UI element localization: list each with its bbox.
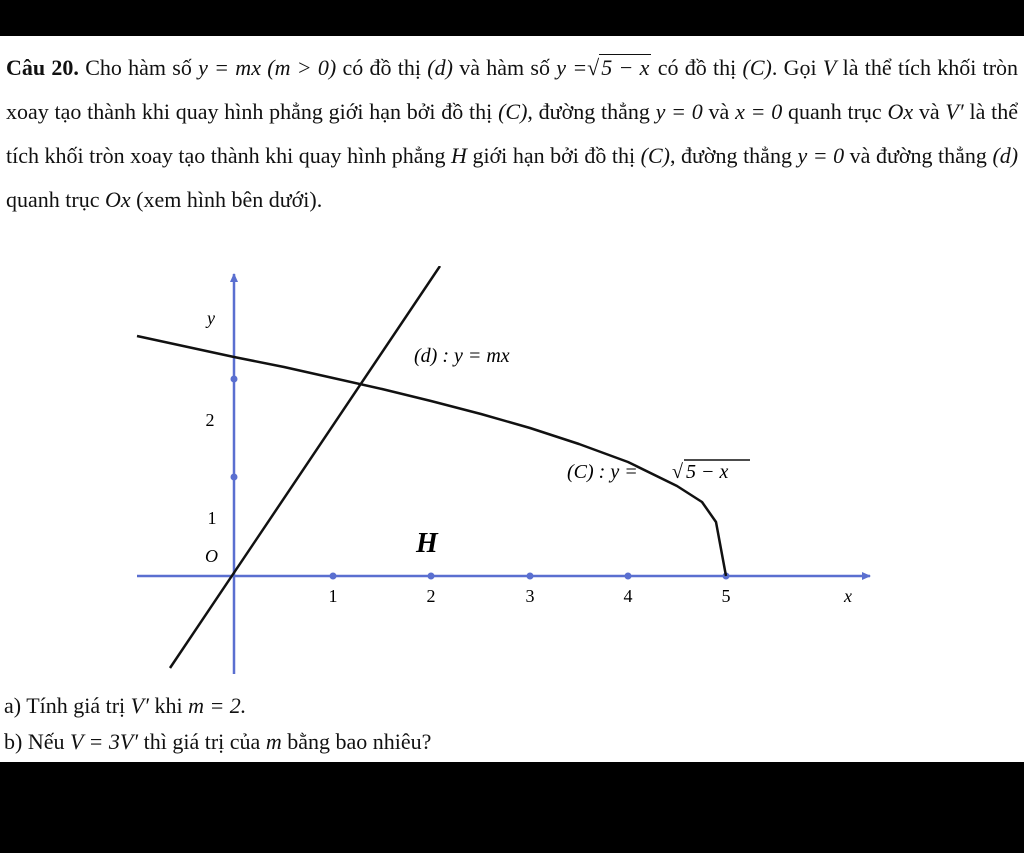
x-tick-label: 3 <box>525 586 535 606</box>
symbol-m: m <box>265 729 282 754</box>
text: (xem hình bên dưới). <box>136 187 323 212</box>
text: là thể tích khối tròn xoay tạo thành khi quay hình phẳng <box>6 99 1018 168</box>
symbol-c: (C) <box>640 143 670 168</box>
x-tick-label: 5 <box>721 586 731 606</box>
curve-c-label-rad: 5 − x <box>686 461 729 483</box>
text: khi <box>154 693 183 718</box>
text: , đường thẳng <box>669 143 792 168</box>
y-tick-dot <box>231 474 238 481</box>
x-tick-label: 1 <box>328 586 338 606</box>
condition-m: m = 2. <box>188 693 247 718</box>
axis-ox: Ox <box>887 99 914 124</box>
text: a) Tính giá trị <box>4 693 126 718</box>
symbol-d: (d) <box>992 143 1019 168</box>
symbol-v-prime: V′ <box>130 693 149 718</box>
symbol-d: (d) <box>427 55 453 80</box>
y-tick-dot <box>231 376 238 383</box>
x-tick-dot <box>625 573 632 580</box>
symbol-v-prime: V′ <box>945 99 964 124</box>
text: và <box>708 99 730 124</box>
question-label: Câu 20. <box>6 55 79 80</box>
text: thì giá trị của <box>143 729 261 754</box>
line-equation: y = mx <box>198 55 261 80</box>
text: Cho hàm số <box>85 55 192 80</box>
condition: (m > 0) <box>267 55 337 80</box>
problem-statement: Câu 20. Cho hàm số y = mx (m > 0) có đồ thị (d) và hàm số y =√5 − x có đồ thị (C). Gọi V là thể tích khối tròn xoay tạo thành khi quay hình phẳng giới hạn bởi đồ thị (C), đường thẳng y = 0 và x = 0 quanh trục Ox và V′ là thể tích khối tròn xoay tạo thành khi quay hình phẳng H giới hạn bởi đồ thị (C), đường thẳng y = 0 và đường thẳng (d) quanh trục Ox (xem hình bên dưới). <box>6 55 1019 212</box>
sqrt-sign: √ <box>672 461 683 483</box>
equation-x0: x = 0 <box>735 99 783 124</box>
y-tick-label: 2 <box>205 410 215 430</box>
x-tick-label: 4 <box>623 586 633 606</box>
x-tick-dot <box>527 573 534 580</box>
y-tick-label: 1 <box>207 508 217 528</box>
equation-y0: y = 0 <box>797 143 845 168</box>
symbol-c: (C) <box>498 99 528 124</box>
question-b <box>4 724 431 760</box>
x-tick-dot <box>428 573 435 580</box>
document-page <box>0 36 1024 762</box>
text: có đồ thị <box>342 55 422 80</box>
question-a <box>4 688 431 724</box>
text: là thể tích khối tròn xoay tạo thành khi quay hình phẳng giới hạn bởi đồ thị <box>6 55 1019 124</box>
y-axis-label: y <box>207 308 215 328</box>
line-d-label: (d) : y = mx <box>414 345 510 367</box>
text: giới hạn bởi đồ thị <box>472 143 636 168</box>
origin-label: O <box>205 546 218 566</box>
text: và hàm số <box>459 55 550 80</box>
curve-c-label-lhs: (C) : y = <box>567 461 638 483</box>
axis-ox: Ox <box>104 187 131 212</box>
x-tick-label: 2 <box>426 586 436 606</box>
text: . <box>771 55 778 80</box>
questions <box>4 688 431 760</box>
x-tick-dot <box>330 573 337 580</box>
text: , đường thẳng <box>527 99 650 124</box>
condition-volume: V = 3V′ <box>69 729 139 754</box>
text: quanh trục <box>6 187 100 212</box>
x-axis-label: x <box>844 586 852 606</box>
text: có đồ thị <box>657 55 737 80</box>
graph-figure <box>0 266 1024 686</box>
text: quanh trục <box>787 99 882 124</box>
text: b) Nếu <box>4 729 65 754</box>
text: và <box>918 99 940 124</box>
curve-equation-radicand: 5 − x <box>601 55 650 80</box>
text: Gọi <box>783 55 817 80</box>
symbol-c: (C) <box>742 55 772 80</box>
symbol-h: H <box>451 143 467 168</box>
text: bằng bao nhiêu? <box>287 729 432 754</box>
equation-y0: y = 0 <box>655 99 703 124</box>
region-h-label: H <box>416 528 438 559</box>
text: và đường thẳng <box>849 143 987 168</box>
symbol-v: V <box>822 55 837 80</box>
curve-equation-lhs: y = <box>556 55 588 80</box>
